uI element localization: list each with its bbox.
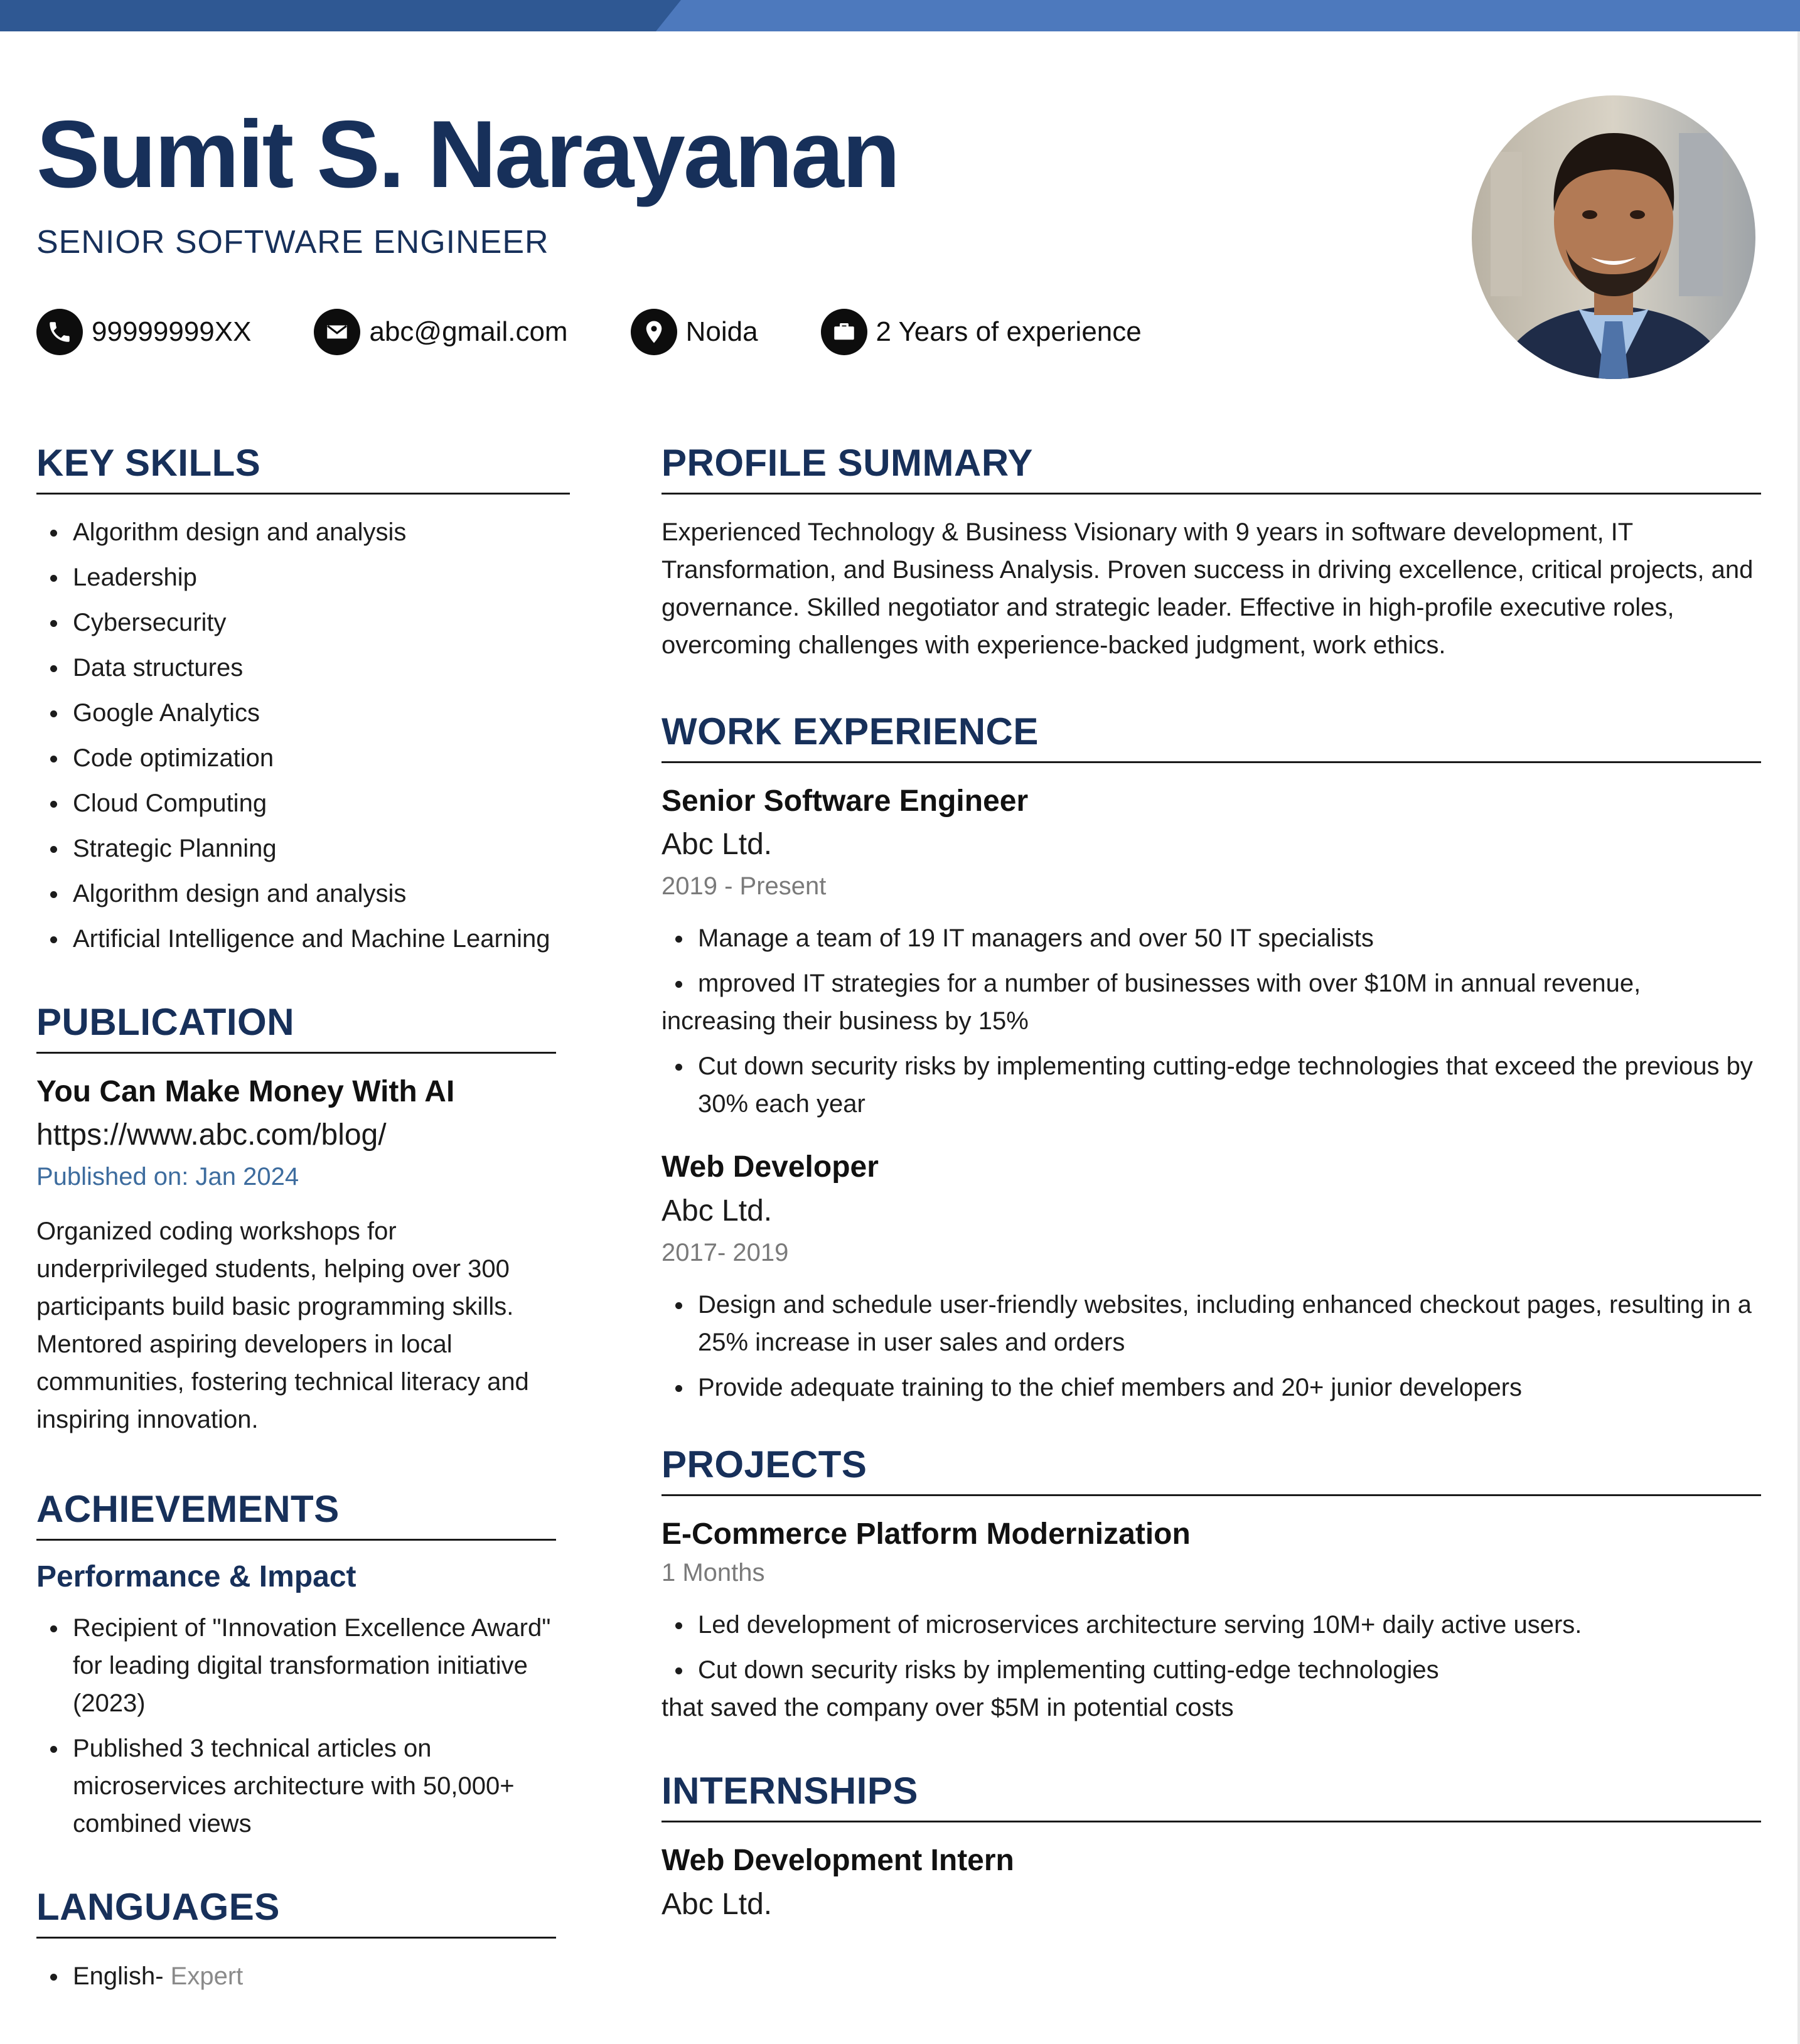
achievements-title: ACHIEVEMENTS — [36, 1489, 556, 1541]
project-duration: 1 Months — [662, 1559, 765, 1587]
work-experience-title: WORK EXPERIENCE — [662, 711, 1761, 763]
publication-section — [36, 1002, 570, 1438]
project-bullet-continuation: that saved the company over $5M in potential costs — [662, 1694, 1234, 1722]
job-bullet: Provide adequate training to the chief members and 20+ junior developers — [662, 1369, 1761, 1406]
job-bullets — [662, 1286, 1761, 1406]
languages-title: LANGUAGES — [36, 1886, 556, 1939]
achievements-heading: Performance & Impact — [36, 1560, 356, 1594]
job-company: Abc Ltd. — [662, 828, 773, 862]
contact-location — [631, 309, 758, 355]
publication-description: Organized coding workshops for underprivileged students, helping over 300 participants build basic programming skills. Mentored aspiring developers in local communities, fostering technical literacy and inspiring innovation. — [36, 1217, 529, 1434]
job-title: SENIOR SOFTWARE ENGINEER — [36, 224, 549, 260]
achievements-list — [36, 1609, 556, 1843]
candidate-name: Sumit S. Narayanan — [36, 101, 899, 208]
email-text[interactable]: abc@gmail.com — [369, 316, 568, 347]
projects-section — [662, 1444, 1761, 1726]
project-bullet: Cut down security risks by implementing cutting-edge technologies — [662, 1651, 1761, 1689]
internships-title: INTERNSHIPS — [662, 1770, 1761, 1822]
publication-date: Published on: Jan 2024 — [36, 1163, 299, 1191]
profile-summary-text: Experienced Technology & Business Visionary with 9 years in software development, IT Transformation, and Business Analysis. Proven success in driving excellence, critical projects, and governance. Skilled negotiator and strategic leader. Effective in high-profile executive roles, overcoming challenges with experience-backed judgment, work ethics. — [662, 518, 1754, 659]
contact-row — [36, 308, 1204, 356]
publication-url[interactable]: https://www.abc.com/blog/ — [36, 1118, 387, 1152]
skill-item: Algorithm design and analysis — [36, 513, 570, 551]
achievements-section — [36, 1489, 570, 1843]
key-skills-section — [36, 442, 570, 958]
publication-title: PUBLICATION — [36, 1002, 556, 1054]
skill-item: Algorithm design and analysis — [36, 875, 570, 912]
briefcase-icon — [821, 309, 867, 355]
skill-item: Cloud Computing — [36, 784, 570, 822]
achievement-item: Recipient of "Innovation Excellence Award" for leading digital transformation initiative (2023) — [36, 1609, 556, 1722]
language-name: English- — [73, 1962, 164, 1991]
key-skills-title: KEY SKILLS — [36, 442, 570, 495]
job-dates: 2019 - Present — [662, 872, 827, 901]
profile-summary-section — [662, 442, 1761, 664]
job-role: Senior Software Engineer — [662, 784, 1029, 818]
job-dates: 2017- 2019 — [662, 1238, 789, 1266]
job-bullets — [662, 919, 1761, 1123]
top-accent-bar-dark — [0, 0, 681, 31]
left-column — [36, 442, 570, 2003]
languages-section — [36, 1886, 570, 1995]
internship-role: Web Development Intern — [662, 1844, 1014, 1878]
skill-item: Google Analytics — [36, 694, 570, 732]
job-bullet: mproved IT strategies for a number of businesses with over $10M in annual revenue, — [662, 965, 1761, 1002]
skill-item: Cybersecurity — [36, 604, 570, 641]
job-entry — [662, 1148, 1761, 1406]
internships-section — [662, 1770, 1761, 1923]
publication-name: You Can Make Money With AI — [36, 1075, 455, 1108]
project-name: E-Commerce Platform Modernization — [662, 1517, 1191, 1551]
contact-phone — [36, 309, 251, 355]
job-bullet: Design and schedule user-friendly websites, including enhanced checkout pages, resulting in a 25% increase in user sales and orders — [662, 1286, 1761, 1361]
job-role: Web Developer — [662, 1150, 879, 1184]
phone-icon — [36, 309, 83, 355]
contact-experience — [821, 309, 1142, 355]
skill-item: Leadership — [36, 559, 570, 596]
profile-photo — [1472, 95, 1755, 379]
right-column — [662, 442, 1761, 1932]
language-item — [36, 1957, 570, 1995]
phone-text: 99999999XX — [92, 316, 252, 347]
skill-item: Data structures — [36, 649, 570, 687]
achievement-item: Published 3 technical articles on microservices architecture with 50,000+ combined views — [36, 1730, 556, 1843]
location-text: Noida — [685, 316, 758, 347]
language-level: Expert — [170, 1962, 244, 1991]
skill-item: Artificial Intelligence and Machine Learning — [36, 920, 570, 958]
job-bullet: Cut down security risks by implementing cutting-edge technologies that exceed the previous by 30% each year — [662, 1047, 1761, 1123]
job-bullet-continuation: increasing their business by 15% — [662, 1007, 1029, 1035]
skills-list — [36, 513, 570, 958]
job-entry — [662, 782, 1761, 1123]
languages-list — [36, 1957, 570, 1995]
project-bullets — [662, 1606, 1761, 1726]
location-icon — [631, 309, 677, 355]
profile-summary-title: PROFILE SUMMARY — [662, 442, 1761, 495]
page-edge — [1797, 31, 1800, 2044]
project-bullet: Led development of microservices architecture serving 10M+ daily active users. — [662, 1606, 1761, 1644]
skill-item: Strategic Planning — [36, 830, 570, 867]
job-bullet: Manage a team of 19 IT managers and over 50 IT specialists — [662, 919, 1761, 957]
skill-item: Code optimization — [36, 739, 570, 777]
internship-company: Abc Ltd. — [662, 1887, 773, 1921]
contact-email[interactable] — [314, 309, 567, 355]
email-icon — [314, 309, 360, 355]
experience-text: 2 Years of experience — [876, 316, 1142, 347]
work-experience-section — [662, 711, 1761, 1406]
job-company: Abc Ltd. — [662, 1194, 773, 1228]
projects-title: PROJECTS — [662, 1444, 1761, 1496]
